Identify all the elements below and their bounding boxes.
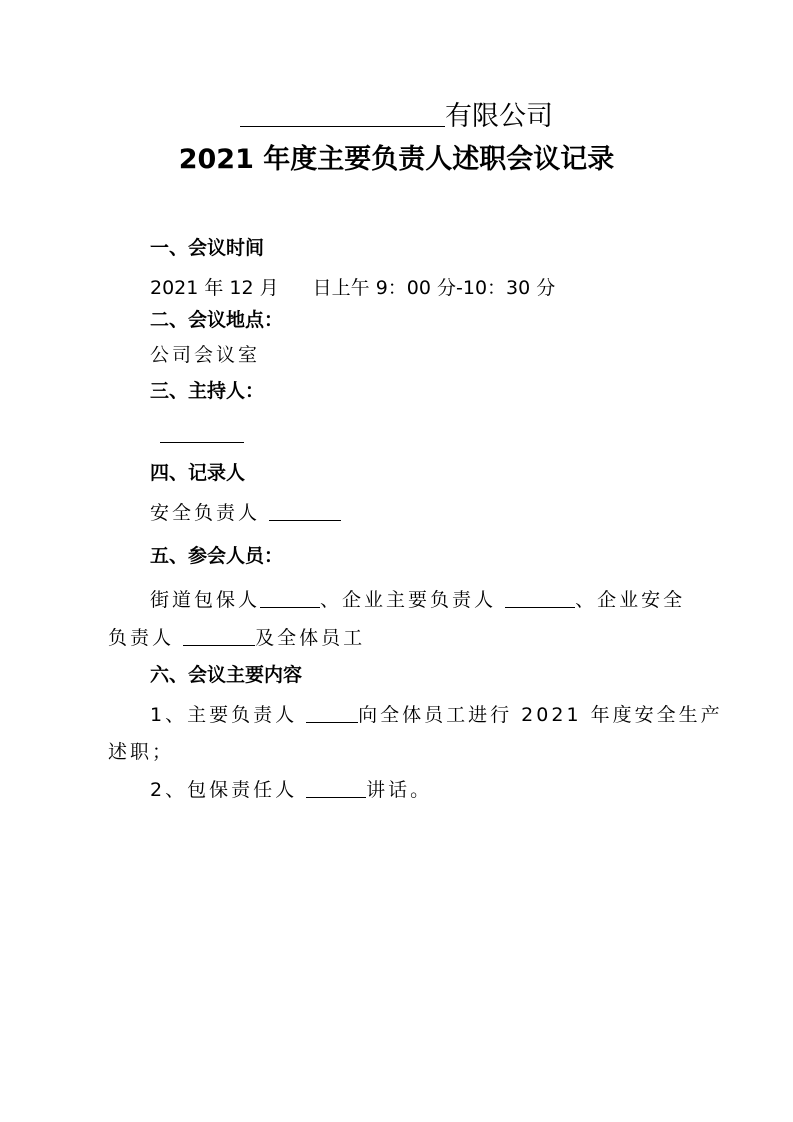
content-item-2-text: 讲话。 xyxy=(366,779,433,801)
content-item-1-blank xyxy=(306,702,358,723)
content-item-1 xyxy=(150,701,723,729)
attendee-all-staff: 及全体员工 xyxy=(255,627,366,649)
section-heading-location: 二、会议地点： xyxy=(150,309,284,331)
document-title: 2021 年度主要负责人述职会议记录 xyxy=(178,144,615,175)
content-item-1-text: 向全体员工进行 2021 年度安全生产 xyxy=(358,704,723,726)
host-name-blank xyxy=(160,422,244,443)
meeting-date: 2021 年 12 月 xyxy=(150,277,279,299)
attendee-safety-label-part2: 负责人 xyxy=(108,627,175,649)
recorder-role: 安全负责人 xyxy=(150,502,261,524)
attendees-line-2 xyxy=(108,624,365,652)
section-heading-attendees: 五、参会人员： xyxy=(150,545,284,567)
section-heading-content: 六、会议主要内容 xyxy=(150,664,303,686)
attendee-safety-blank xyxy=(183,625,255,646)
section-heading-host: 三、主持人： xyxy=(150,380,265,402)
attendees-line-1 xyxy=(150,586,685,614)
content-item-1-label: 1、主要负责人 xyxy=(150,704,298,726)
meeting-time-line xyxy=(150,274,555,302)
attendee-principal-blank xyxy=(505,587,575,608)
content-item-2-blank xyxy=(306,777,366,798)
recorder-line xyxy=(150,499,341,527)
attendee-street-label: 街道包保人 xyxy=(150,589,261,611)
recorder-name-blank xyxy=(269,500,341,521)
meeting-location: 公司会议室 xyxy=(150,344,261,366)
meeting-hours: 日上午 9：00 分-10：30 分 xyxy=(312,277,556,299)
attendee-street-blank xyxy=(260,587,320,608)
document-title-company xyxy=(0,96,793,137)
attendee-principal-label: 、企业主要负责人 xyxy=(320,589,497,611)
section-heading-recorder: 四、记录人 xyxy=(150,462,246,484)
company-suffix: 有限公司 xyxy=(445,101,553,132)
content-item-2 xyxy=(150,776,432,804)
company-name-blank xyxy=(240,96,445,127)
content-item-2-label: 2、包保责任人 xyxy=(150,779,298,801)
attendee-safety-label-part1: 、企业安全 xyxy=(575,589,686,611)
host-name-line xyxy=(160,421,244,449)
content-item-1-continued: 述职； xyxy=(108,741,175,763)
section-heading-time: 一、会议时间 xyxy=(150,237,265,259)
